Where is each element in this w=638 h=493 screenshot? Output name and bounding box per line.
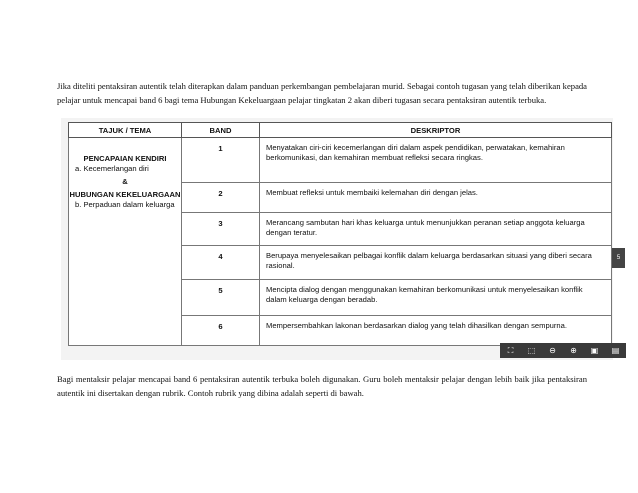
- header-band: BAND: [182, 123, 260, 138]
- topic-heading-1: PENCAPAIAN KENDIRI: [83, 154, 167, 163]
- band-value: 1: [182, 138, 260, 183]
- header-topic: TAJUK / TEMA: [69, 123, 182, 138]
- band-value: 2: [182, 183, 260, 213]
- descriptor-text: Mempersembahkan lakonan berdasarkan dialog yang telah dihasilkan dengan sempurna.: [260, 316, 612, 346]
- descriptor-text: Merancang sambutan hari khas keluarga untuk menunjukkan peranan setiap anggota keluarga dengan teratur.: [260, 213, 612, 246]
- fit-width-icon[interactable]: ⬚: [527, 346, 536, 355]
- print-icon[interactable]: ▤: [611, 346, 620, 355]
- closing-paragraph: Bagi mentaksir pelajar mencapai band 6 pentaksiran autentik terbuka boleh digunakan. Guru boleh mentaksir pelajar dengan lebih baik jika pentaksiran autentik ini disertakan dengan rubrik. Contoh rubrik yang dibina adalah seperti di bawah.: [57, 373, 587, 399]
- topic-cell: [69, 138, 182, 346]
- save-icon[interactable]: ▣: [590, 346, 599, 355]
- zoom-out-icon[interactable]: ⊖: [549, 346, 556, 355]
- descriptor-text: Berupaya menyelesaikan pelbagai konflik dalam keluarga berdasarkan situasi yang diberi secara rasional.: [260, 246, 612, 280]
- descriptor-text: Membuat refleksi untuk membaiki kelemahan diri dengan jelas.: [260, 183, 612, 213]
- topic-item-a: a. Kecemerlangan diri: [75, 164, 149, 173]
- band-value: 3: [182, 213, 260, 246]
- embedded-table-image: [61, 118, 613, 360]
- descriptor-text: Menyatakan ciri-ciri kecemerlangan diri dalam aspek pendidikan, perwatakan, kemahiran berkomunikasi, dan kemahiran membuat refleksi secara ringkas.: [260, 138, 612, 183]
- zoom-in-icon[interactable]: ⊕: [570, 346, 577, 355]
- descriptor-text: Mencipta dialog dengan menggunakan kemahiran berkomunikasi untuk menyelesaikan konflik dalam keluarga dengan beradab.: [260, 280, 612, 316]
- band-value: 4: [182, 246, 260, 280]
- header-descriptor: DESKRIPTOR: [260, 123, 612, 138]
- band-value: 5: [182, 280, 260, 316]
- viewer-toolbar: [500, 343, 626, 358]
- fit-page-icon[interactable]: ⛶: [507, 346, 514, 355]
- topic-heading-2: HUBUNGAN KEKELUARGAAN: [69, 190, 181, 199]
- band-value: 6: [182, 316, 260, 346]
- topic-item-b: b. Perpaduan dalam keluarga: [75, 200, 175, 209]
- page-number-tab[interactable]: 5: [612, 248, 625, 268]
- intro-paragraph: Jika diteliti pentaksiran autentik telah diterapkan dalam panduan perkembangan pembelajaran murid. Sebagai contoh tugasan yang telah diberikan kepada pelajar untuk mencapai band 6 bagi tema Hubungan Kekeluargaan pelajar tingkatan 2 akan diberi tugasan secara pentaksiran autentik terbuka.: [57, 80, 587, 106]
- topic-ampersand: &: [122, 177, 128, 186]
- band-descriptor-table: [68, 122, 612, 346]
